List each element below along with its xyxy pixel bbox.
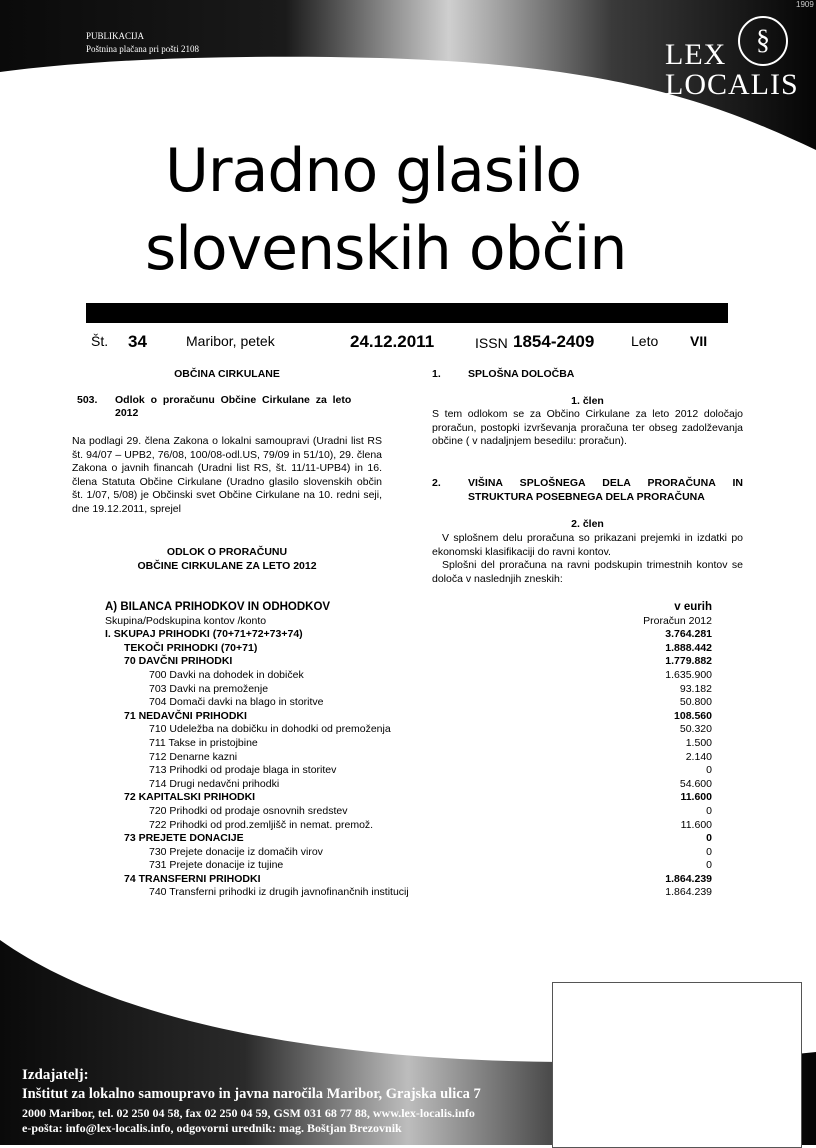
page-number: 1909 <box>796 0 814 9</box>
article1-heading: 1. člen <box>571 395 604 407</box>
article2-heading: 2. člen <box>571 518 604 530</box>
act-title-line2: 2012 <box>115 407 139 419</box>
issn-value: 1854-2409 <box>513 332 595 351</box>
act-number: 503. <box>77 394 98 406</box>
table-row: 713 Prihodki od prodaje blaga in storitev 0 <box>149 764 712 777</box>
issue-number: 34 <box>128 332 147 351</box>
year-value: VII <box>690 333 708 349</box>
year-label: Leto <box>631 333 659 349</box>
publisher-email: e-pošta: info@lex-localis.info, odgovorni urednik: mag. Boštjan Brezovnik <box>22 1121 402 1135</box>
section1-title: SPLOŠNA DOLOČBA <box>468 368 575 380</box>
table-row: 740 Transferni prihodki iz drugih javnofinančnih institucij 1.864.239 <box>149 886 712 899</box>
table-row: 712 Denarne kazni 2.140 <box>149 750 712 763</box>
table-row: 722 Prihodki od prod.zemljišč in nemat. premož. 11.600 <box>149 818 712 831</box>
table-heading: A) BILANCA PRIHODKOV IN ODHODKOV <box>105 601 331 613</box>
postage-note: Poštnina plačana pri pošti 2108 <box>86 44 199 54</box>
table-row: 72 KAPITALSKI PRIHODKI 11.600 <box>124 791 712 804</box>
table-row: 711 Takse in pristojbine 1.500 <box>149 736 712 749</box>
table-row: 74 TRANSFERNI PRIHODKI 1.864.239 <box>124 872 712 885</box>
article2-paragraph1: V splošnem delu proračuna so prikazani prejemki in izdatki po ekonomski klasifikaciji do ravni kontov. <box>432 532 743 558</box>
act-preamble: Na podlagi 29. člena Zakona o lokalni samoupravi (Uradni list RS št. 94/07 – UPB2, 76/08, 100/08-odl.US, 79/09 in 51/10), 29. člena Zakona o javnih financah (Uradni list RS, št. 11/11-UPB4) in 16. člena Statuta Občine Cirkulane (Uradno glasilo slovenskih občin št. 1/07, 5/08) je Občinski svet Občine Cirkulane na 10. redni seji, dne 19.12.2011, sprejel <box>72 435 382 515</box>
section1-number: 1. <box>432 368 441 380</box>
table-subheader: Skupina/Podskupina kontov /konto <box>105 614 267 627</box>
publisher-name: Inštitut za lokalno samoupravo in javna naročila Maribor, Grajska ulica 7 <box>22 1086 481 1102</box>
issue-place-day: Maribor, petek <box>186 333 275 349</box>
table-subheader-row <box>105 615 712 629</box>
table-row: 710 Udeležba na dobičku in dohodki od premoženja 50.320 <box>149 723 712 736</box>
table-row: 730 Prejete donacije iz domačih virov 0 <box>149 845 712 858</box>
paragraph-seal-icon: § <box>738 16 788 66</box>
table-row: 70 DAVČNI PRIHODKI 1.779.882 <box>124 655 712 668</box>
table-row: 700 Davki na dohodek in dobiček 1.635.900 <box>149 668 712 681</box>
section2-title-line2: STRUKTURA POSEBNEGA DELA PRORAČUNA <box>468 491 705 503</box>
issue-number-label: Št. <box>91 333 109 349</box>
blank-box <box>552 982 802 1148</box>
table-row: 720 Prihodki od prodaje osnovnih sredstev 0 <box>149 804 712 817</box>
publisher-contact: 2000 Maribor, tel. 02 250 04 58, fax 02 250 04 59, GSM 031 68 77 88, www.lex-localis.info <box>22 1106 475 1120</box>
table-row: 731 Prejete donacije iz tujine 0 <box>149 859 712 872</box>
publisher-label: Izdajatelj: <box>22 1067 89 1083</box>
table-row: 714 Drugi nedavčni prihodki 54.600 <box>149 777 712 790</box>
table-row: I. SKUPAJ PRIHODKI (70+71+72+73+74) 3.764.281 <box>105 628 712 641</box>
masthead-title-line2: slovenskih občin <box>145 214 627 284</box>
masthead-divider-bar <box>86 303 728 323</box>
issue-date: 24.12.2011 <box>350 332 435 351</box>
table-row: 73 PREJETE DONACIJE 0 <box>124 832 712 845</box>
issn-label: ISSN <box>475 335 508 351</box>
ordinance-title-line1: ODLOK O PRORAČUNU <box>166 546 288 558</box>
article2-paragraph2: Splošni del proračuna na ravni podskupin trimestnih kontov se določa v naslednjih zneskih: <box>432 559 743 585</box>
logo-localis: LOCALIS <box>665 68 799 101</box>
section2-title-line1: VIŠINA SPLOŠNEGA DELA PRORAČUNA IN <box>468 477 743 489</box>
logo-lex: LEX <box>665 38 727 71</box>
article1-text: S tem odlokom se za Občino Cirkulane za leto 2012 določajo proračun, postopki izvrševanja proračuna ter obseg zadolževanja občine ( v nadaljnjem besedilu: proračun). <box>432 408 743 448</box>
table-column-header: Proračun 2012 <box>643 614 712 627</box>
table-row: TEKOČI PRIHODKI (70+71) 1.888.442 <box>124 641 712 654</box>
table-heading-row <box>105 601 712 615</box>
table-row: 704 Domači davki na blago in storitve 50.800 <box>149 696 712 709</box>
section2-number: 2. <box>432 477 441 489</box>
masthead-title-line1: Uradno glasilo <box>165 136 582 206</box>
budget-table <box>105 601 712 900</box>
table-row: 703 Davki na premoženje 93.182 <box>149 682 712 695</box>
table-row: 71 NEDAVČNI PRIHODKI 108.560 <box>124 709 712 722</box>
table-unit: v eurih <box>674 601 712 613</box>
act-title-line1: Odlok o proračunu Občine Cirkulane za leto <box>115 394 352 406</box>
municipality-heading: OBČINA CIRKULANE <box>174 368 280 380</box>
publication-label: PUBLIKACIJA <box>86 31 145 41</box>
ordinance-title-line2: OBČINE CIRKULANE ZA LETO 2012 <box>137 560 317 572</box>
